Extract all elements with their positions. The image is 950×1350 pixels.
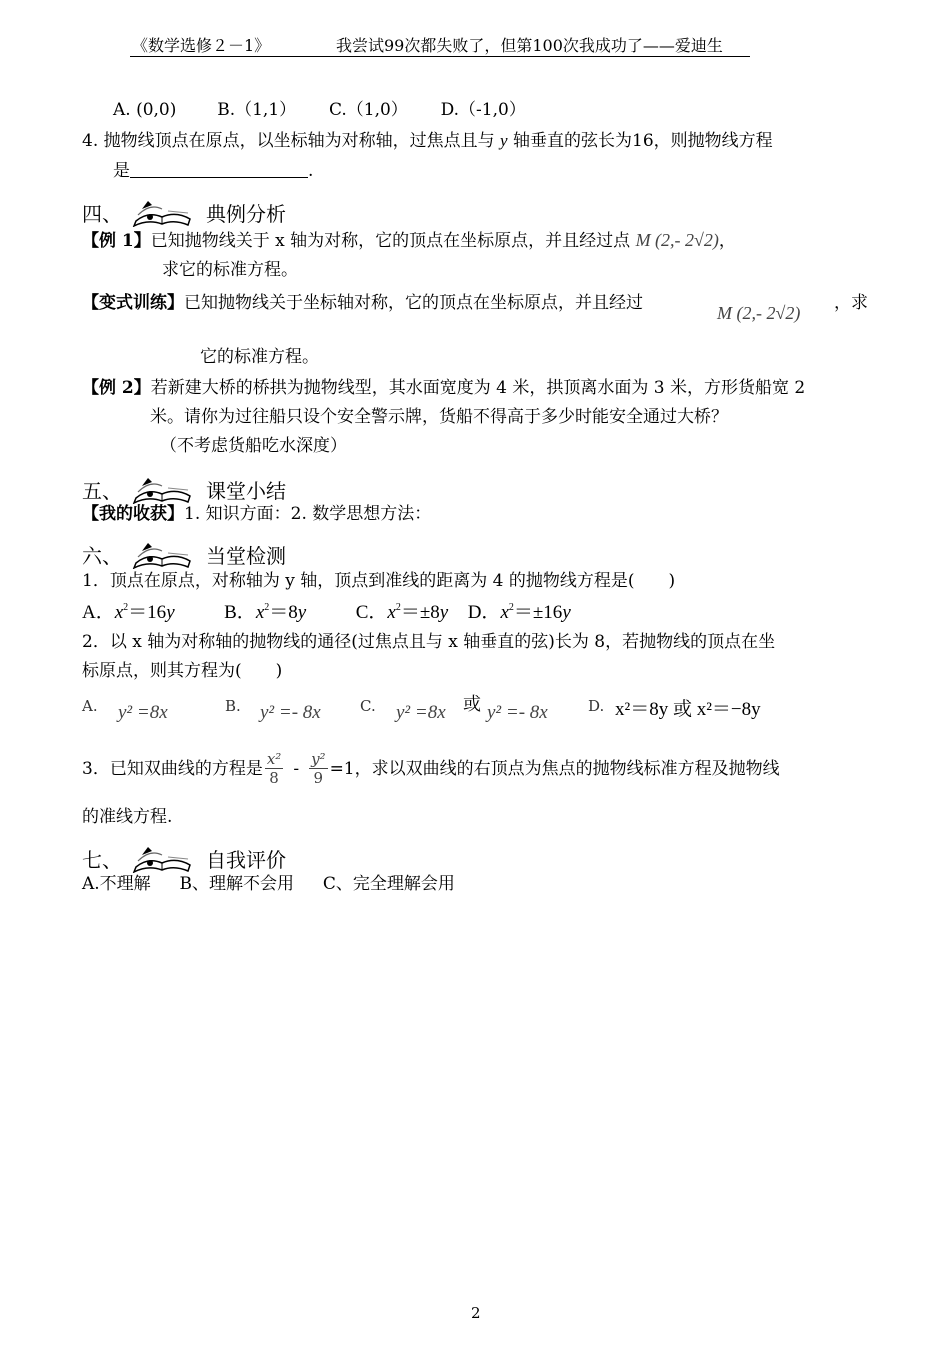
- variant-line1: [82, 292, 643, 314]
- q2-option-a-math: y² =8x: [118, 702, 168, 723]
- section-number: 四、: [82, 202, 122, 226]
- test-q1: 1．顶点在原点，对称轴为 y 轴，顶点到准线的距离为 4 的抛物线方程是( ): [82, 571, 676, 591]
- answer-blank[interactable]: [130, 161, 308, 178]
- test-q2-line2: 标原点，则其方程为( ): [82, 661, 283, 681]
- q1-b-rhs: ＝8: [269, 602, 298, 623]
- q2-option-c-label: C.: [360, 697, 376, 715]
- section-five-heading: [82, 474, 286, 504]
- fraction-numerator: x²: [266, 750, 282, 768]
- header-left: 《数学选修２－1》: [132, 36, 271, 55]
- q3-options: [113, 99, 526, 121]
- test-q3-line2: 的准线方程.: [82, 807, 173, 827]
- page-number: 2: [471, 1304, 481, 1322]
- q4-line2: [113, 160, 313, 182]
- q3-minus: -: [293, 758, 300, 779]
- q1-option-c-label: C．: [355, 602, 388, 623]
- example2-text1: 若新建大桥的桥拱为抛物线型，其水面宽度为 4 米，拱顶离水面为 3 米，方形货船宽 2: [150, 378, 806, 398]
- test-q2-line1: 2．以 x 轴为对称轴的抛物线的通径(过焦点且与 x 轴垂直的弦)长为 8，若抛物线的顶点在坐: [82, 632, 776, 652]
- q3-fraction-x: [265, 750, 283, 787]
- q4-text-before: 抛物线顶点在原点，以坐标轴为对称轴，过焦点且与: [103, 131, 495, 151]
- evaluation-options: [82, 873, 455, 895]
- q1-c-var: y: [439, 602, 449, 623]
- q1-d-rhs: ＝±16: [513, 602, 563, 623]
- section-title: 典例分析: [206, 202, 286, 226]
- q1-a-exp: 2: [123, 602, 129, 613]
- q1-c-exp: 2: [395, 602, 401, 613]
- section-title: 课堂小结: [206, 479, 286, 503]
- q3-option-d: D.（-1,0）: [440, 100, 526, 120]
- variant-label: 【变式训练】: [82, 293, 184, 313]
- q1-option-d-label: D．: [467, 602, 501, 623]
- example2-line2: 米。请你为过往船只设个安全警示牌，货船不得高于多少时能安全通过大桥？: [150, 407, 728, 427]
- q1-a-var: y: [166, 602, 175, 623]
- q3-text-after: =1，求以双曲线的右顶点为焦点的抛物线标准方程及抛物线: [329, 758, 780, 779]
- example1-line2: 求它的标准方程。: [162, 260, 298, 280]
- q1-b-lhs: x: [255, 602, 265, 623]
- variant-line2: 它的标准方程。: [200, 347, 319, 367]
- q4-number: 4.: [82, 131, 99, 151]
- q2-option-a-label: A.: [82, 697, 98, 715]
- q4-variable: y: [500, 131, 508, 150]
- variant-text: 已知抛物线关于坐标轴对称，它的顶点在坐标原点，并且经过: [184, 293, 643, 313]
- page-header: [130, 36, 750, 57]
- section-title: 当堂检测: [206, 544, 286, 568]
- evaluation-option-b[interactable]: B、理解不会用: [179, 874, 294, 894]
- example2-line3: （不考虑货船吃水深度）: [160, 436, 347, 456]
- book-icon: [128, 843, 198, 873]
- q1-a-lhs: x: [114, 602, 124, 623]
- q3-option-c: C.（1,0）: [328, 100, 408, 120]
- q1-d-exp: 2: [508, 602, 514, 613]
- q1-option-b-label: B．: [224, 602, 256, 623]
- fraction-denominator: 8: [269, 769, 279, 787]
- variant-point: M (2,- 2√2): [717, 303, 801, 323]
- section-number: 五、: [82, 479, 122, 503]
- q2-option-b-math: y² =- 8x: [260, 702, 321, 723]
- section-seven-heading: [82, 843, 286, 873]
- section-number: 七、: [82, 848, 122, 872]
- q1-option-a-label: A．: [82, 602, 115, 623]
- example1-end: ，: [718, 231, 736, 251]
- example2-line1: [82, 377, 805, 399]
- q1-c-lhs: x: [387, 602, 396, 623]
- q4-text-after: 轴垂直的弦长为16，则抛物线方程: [513, 131, 773, 151]
- q1-c-rhs: ＝±8: [400, 602, 440, 623]
- q2-option-c-or: 或: [463, 694, 481, 715]
- q3-option-a: A. (0,0): [113, 100, 177, 120]
- q1-a-rhs: ＝16: [128, 602, 167, 623]
- summary-label: 【我的收获】: [82, 504, 184, 524]
- q4-end: .: [308, 161, 314, 181]
- example1-point: M (2,- 2√2): [635, 230, 719, 250]
- test-q1-options: [82, 597, 571, 624]
- section-number: 六、: [82, 544, 122, 568]
- example1-line1: [82, 229, 736, 252]
- test-q3-line1: [82, 750, 780, 787]
- summary-text: 1. 知识方面：2. 数学思想方法：: [184, 504, 432, 524]
- q2-option-d-label: D.: [588, 697, 605, 715]
- header-right: 我尝试99次都失败了，但第100次我成功了——爱迪生: [336, 36, 723, 55]
- fraction-denominator: 9: [313, 769, 324, 787]
- q1-d-lhs: x: [500, 602, 509, 623]
- evaluation-option-c[interactable]: C、完全理解会用: [322, 874, 455, 894]
- example2-label: 【例 2】: [82, 378, 151, 398]
- section-six-heading: [82, 539, 286, 569]
- evaluation-option-a[interactable]: A.不理解: [82, 874, 151, 894]
- book-icon: [128, 539, 198, 569]
- book-icon: [128, 474, 198, 504]
- book-icon: [128, 197, 198, 227]
- example1-label: 【例 1】: [82, 231, 151, 251]
- q1-b-exp: 2: [264, 602, 270, 613]
- summary-line: [82, 503, 431, 525]
- q4-line1: [82, 130, 773, 152]
- q1-d-var: y: [562, 602, 571, 623]
- section-title: 自我评价: [206, 848, 286, 872]
- fraction-numerator: y²: [311, 750, 326, 768]
- section-four-heading: [82, 197, 286, 227]
- q2-option-d-math: x²＝8y 或 x²＝−8y: [615, 699, 761, 720]
- example1-text: 已知抛物线关于 x 轴为对称，它的顶点在坐标原点，并且经过点: [150, 231, 631, 251]
- q2-option-c-math1: y² =8x: [396, 702, 446, 723]
- q2-option-c-math2: y² =- 8x: [487, 702, 548, 723]
- variant-end: ，求: [834, 293, 868, 313]
- q3-text-before: 3．已知双曲线的方程是: [82, 758, 263, 779]
- q1-b-var: y: [297, 602, 307, 623]
- q2-option-b-label: B.: [225, 697, 241, 715]
- q4-line2-text: 是: [113, 161, 130, 181]
- q3-fraction-y: [309, 750, 328, 787]
- q3-option-b: B.（1,1）: [217, 100, 297, 120]
